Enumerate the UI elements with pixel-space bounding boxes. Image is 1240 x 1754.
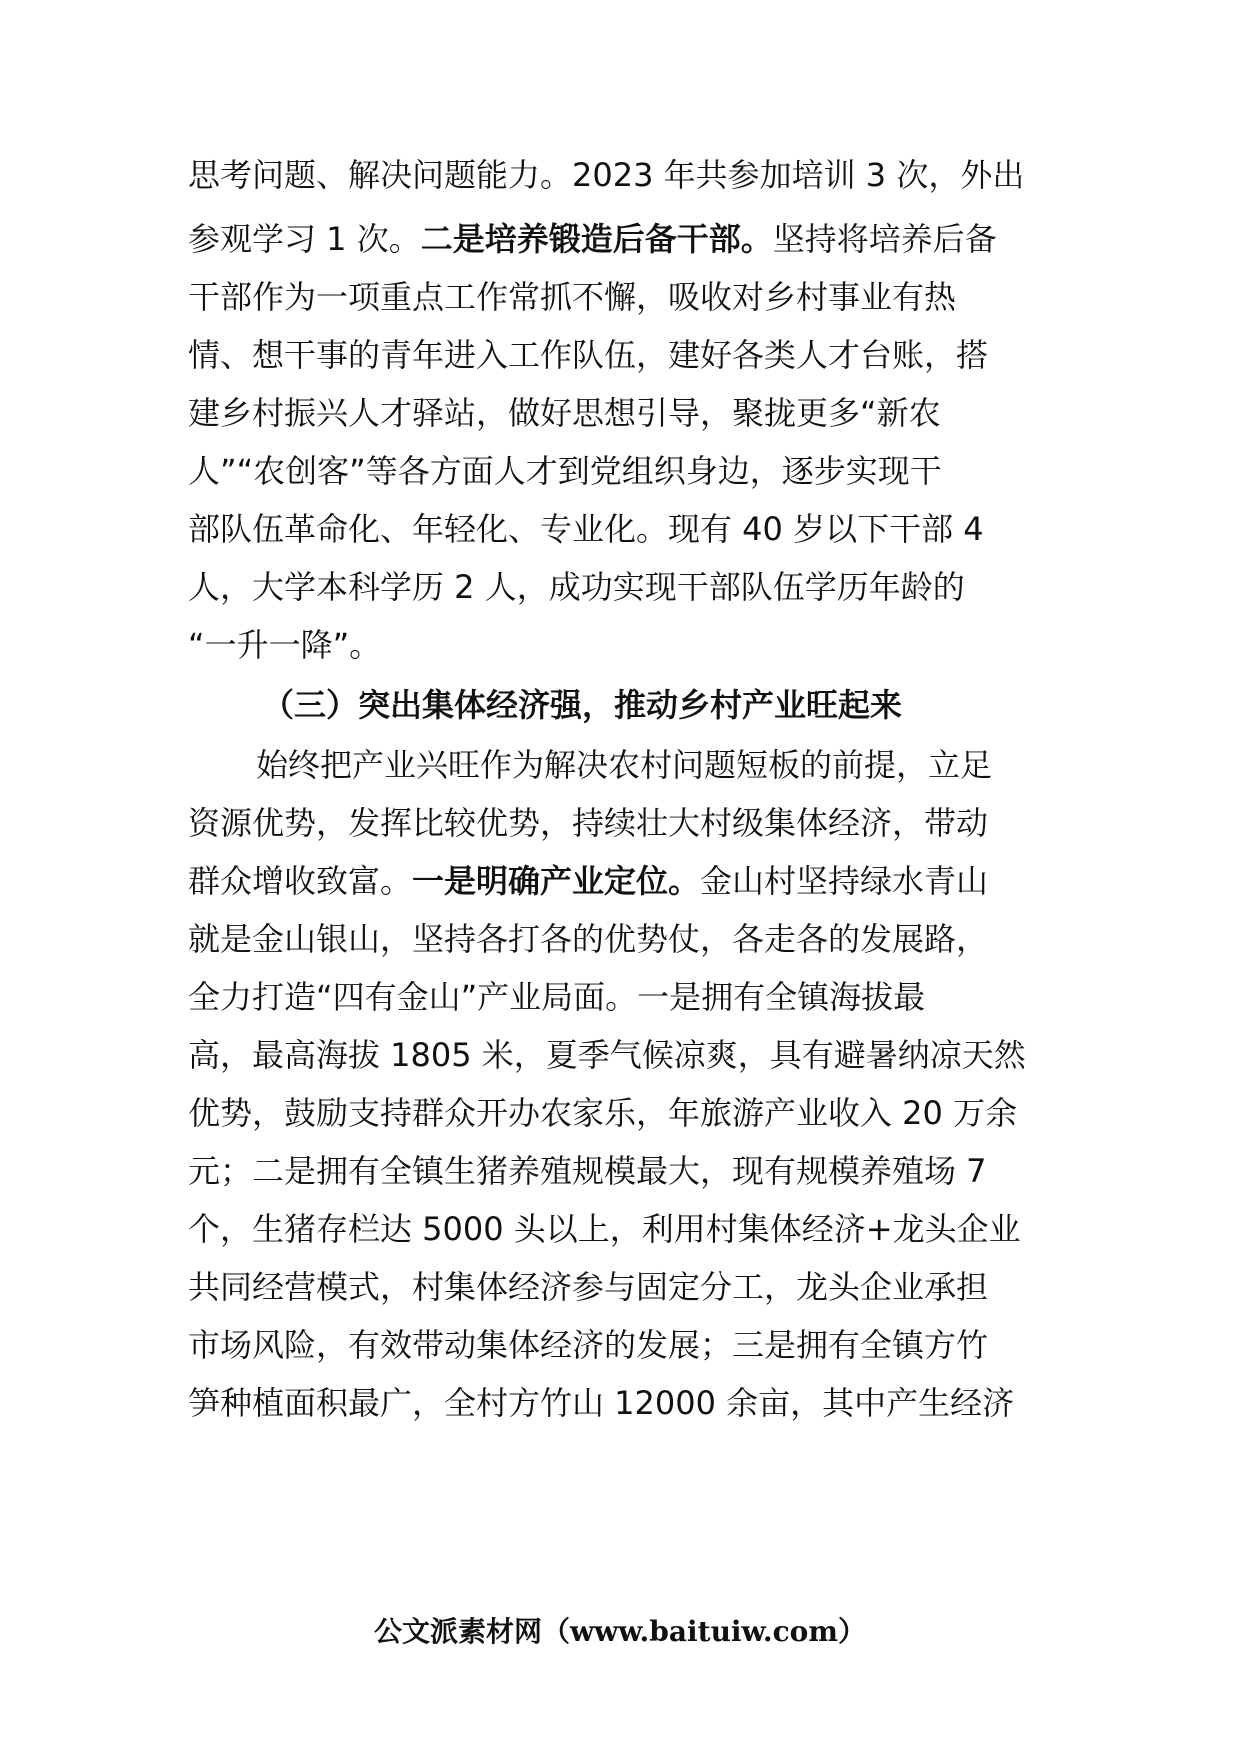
text-span: 金山村坚持绿水青山 <box>700 862 989 900</box>
text-line <box>188 206 997 272</box>
text-line: 个，生猪存栏达 5000 头以上，利用村集体经济+龙头企业 <box>188 1210 1021 1248</box>
text-line: 优势，鼓励支持群众开办农家乐，年旅游产业收入 20 万余 <box>188 1094 1018 1132</box>
text-line: 元；二是拥有全镇生猪养殖规模最大，现有规模养殖场 7 <box>188 1152 987 1190</box>
footer-watermark: 公文派素材网（www.baituiw.com） <box>374 1615 866 1648</box>
text-line: 干部作为一项重点工作常抓不懈，吸收对乡村事业有热 <box>188 278 957 316</box>
text-line: 始终把产业兴旺作为解决农村问题短板的前提，立足 <box>256 746 993 784</box>
section-heading: （三）突出集体经济强，推动乡村产业旺起来 <box>262 686 903 724</box>
text-span: 坚持将培养后备 <box>772 220 997 258</box>
text-line: 笋种植面积最广，全村方竹山 12000 余亩，其中产生经济 <box>188 1384 1015 1422</box>
text-line: 资源优势，发挥比较优势，持续壮大村级集体经济，带动 <box>188 804 989 842</box>
text-line: 情、想干事的青年进入工作队伍，建好各类人才台账，搭 <box>188 336 989 374</box>
text-line: 思考问题、解决问题能力。2023 年共参加培训 3 次，外出 <box>188 156 1025 194</box>
bold-key-point: 二是培养锻造后备干部。 <box>420 220 773 258</box>
text-line <box>188 848 988 914</box>
text-line: 部队伍革命化、年轻化、专业化。现有 40 岁以下干部 4 <box>188 510 984 548</box>
text-line: 人，大学本科学历 2 人，成功实现干部队伍学历年龄的 <box>188 568 965 606</box>
text-span: 群众增收致富。 <box>188 862 413 900</box>
text-line: 就是金山银山，坚持各打各的优势仗，各走各的发展路， <box>188 920 989 958</box>
text-line: 人”“农创客”等各方面人才到党组织身边，逐步实现干 <box>188 452 942 490</box>
text-line: “一升一降”。 <box>188 626 382 664</box>
text-line: 共同经营模式，村集体经济参与固定分工，龙头企业承担 <box>188 1268 989 1306</box>
text-line: 市场风险，有效带动集体经济的发展；三是拥有全镇方竹 <box>188 1326 989 1364</box>
text-line: 高，最高海拔 1805 米，夏季气候凉爽，具有避暑纳凉天然 <box>188 1036 1026 1074</box>
bold-key-point: 一是明确产业定位。 <box>412 862 701 900</box>
text-line: 全力打造“四有金山”产业局面。一是拥有全镇海拔最 <box>188 978 926 1016</box>
text-line: 建乡村振兴人才驿站，做好思想引导，聚拢更多“新农 <box>188 394 941 432</box>
text-span: 参观学习 1 次。 <box>188 220 421 258</box>
